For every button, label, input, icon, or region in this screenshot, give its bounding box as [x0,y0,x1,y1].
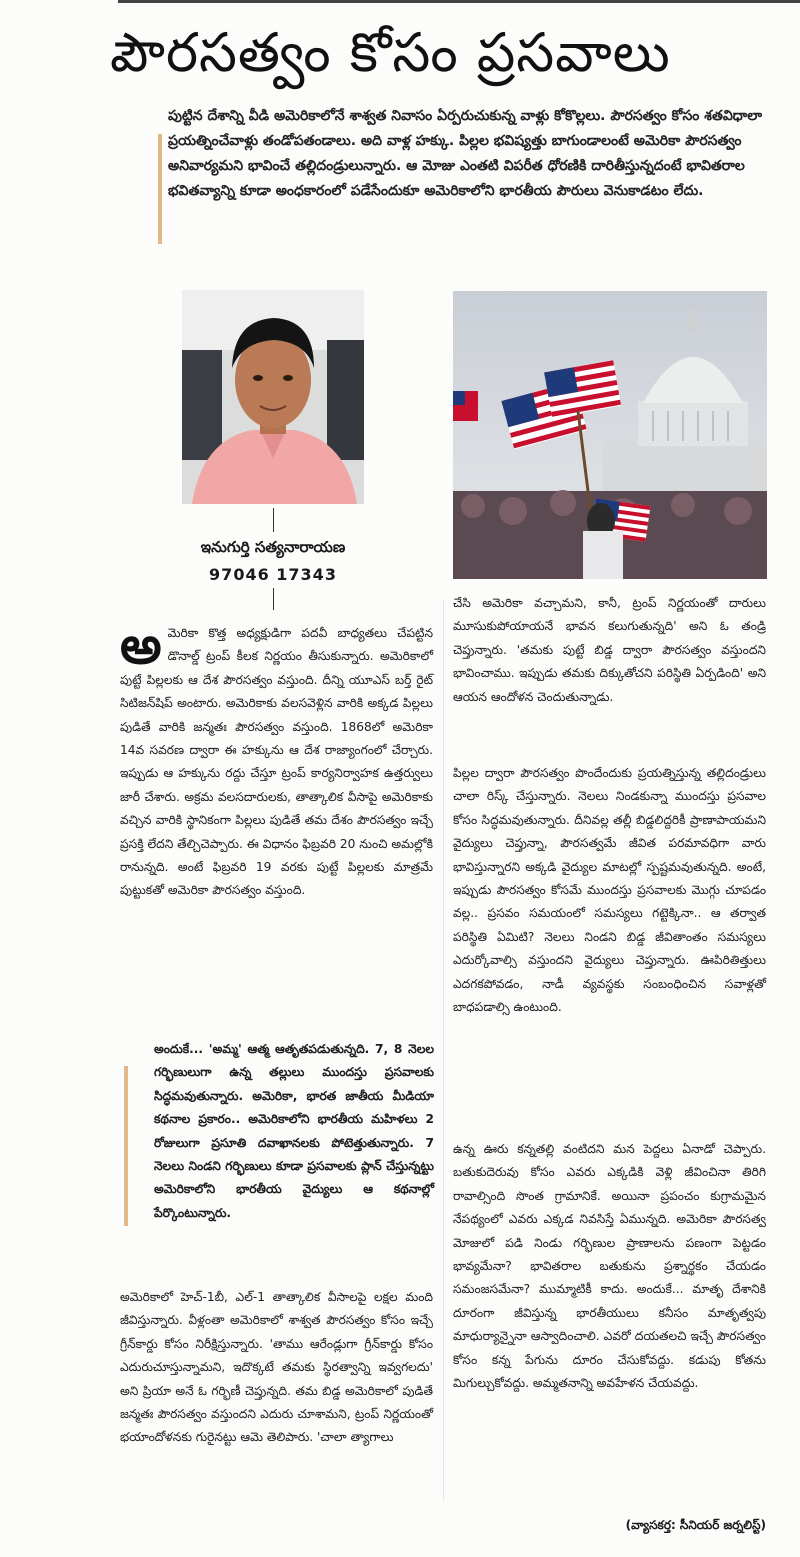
portrait-photo-icon [182,290,364,504]
highlight-accent-bar [124,1066,128,1226]
headline: పౌరసత్వం కోసం ప్రసవాలు [110,21,671,84]
column-2-paragraph-3: ఉన్న ఊరు కన్నతల్లి వంటిదని మన పెద్దలు ఏనాడో చెప్పారు. బతుకుదెరువు కోసం ఎవరు ఎక్కడికి వెళ్లి జీవించినా తిరిగి రావాల్సింది సొంత గ్రామానికే. అయినా ప్రపంచం కుగ్రామమైన నేపథ్యంలో ఎవరు ఎక్కడ నివసిస్తే ఏమున్నది. అమెరికా పౌరసత్వ మోజులో పడి నిండు గర్భిణుల ప్రాణాలను పణంగా పెట్టడం భావ్యమేనా? భావితరాల బతుకును ప్రశ్నార్థకం చేయడం సమంజసమేనా? ముమ్మాటికీ కాదు. అందుకే... మాతృ దేశానికి దూరంగా జీవిస్తున్న భారతీయులు కనీసం మాతృత్వపు మాధుర్యాన్నైనా ఆస్వాదించాలి. ఎవరో దయతలచి ఇచ్చే పౌరసత్వం కోసం కన్న పేగును దూరం చేసుకోవద్దు. కడుపు కోతను మిగుల్చుకోవద్దు. అమ్మతనాన్ని అవహేళన చేయవద్దు. [453,1142,766,1391]
top-rule [118,0,800,3]
capitol-flags-photo-icon [453,291,767,579]
author-name: ఇనుగుర్తి సత్యనారాయణ [200,538,346,556]
intro-paragraph: పుట్టిన దేశాన్ని వీడి అమెరికాలోనే శాశ్వత నివాసం ఏర్పరుచుకున్న వాళ్లు కోకొల్లలు. పౌరసత్వం కోసం శతవిధాలా ప్రయత్నించేవాళ్లు తండోపతండాలు. అది వాళ్ల హక్కు. పిల్లల భవిష్యత్తు బాగుండాలంటే అమెరికా పౌరసత్వం అనివార్యమని భావించే తల్లిదండ్రులున్నారు. ఆ మోజు ఎంతటి విపరీత ధోరణికి దారితీస్తున్నదంటే భావితరాల భవితవ్యాన్ని కూడా అంధకారంలో పడేసేందుకూ అమెరికాలోని భారతీయ పౌరులు వెనుకాడటం లేదు. [168,108,763,199]
capitol-flags-photo [453,291,767,579]
column-1-text-1: మెరికా కొత్త అధ్యక్షుడిగా పదవీ బాధ్యతలు చేపట్టిన డొనాల్డ్ ట్రంప్ కీలక నిర్ణయం తీసుకున్నారు. అమెరికాలో పుట్టే పిల్లలకు ఆ దేశ పౌరసత్వం వస్తుంది. దీన్ని యూఎస్ బర్త్ రైట్ సిటిజన్‌షిప్ అంటారు. అమెరికాకు వలసవెళ్లిన వారికి అక్కడ పిల్లలు పుడితే వారికి జన్మతః పౌరసత్వం వస్తుంది. 1868లో అమెరికా 14వ సవరణ ద్వారా ఈ హక్కును ఆ దేశ రాజ్యాంగంలో చేర్చారు. ఇప్పుడు ఆ హక్కును రద్దు చేస్తూ ట్రంప్ కార్యనిర్వాహక ఉత్తర్వులు జారీ చేశారు. అక్రమ వలసదారులకు, తాత్కాలిక వీసాపై అమెరికాకు వచ్చిన వారికి స్థానికంగా పిల్లలు పుడితే తమ దేశం పౌరసత్వం ఇచ్చే ప్రసక్తి లేదని తేల్చిచెప్పారు. ఈ విధానం ఫిబ్రవరి 20 నుంచి అమల్లోకి రానున్నది. అంటే ఫిబ్రవరి 19 వరకు పుట్టే పిల్లలకు మాత్రమే పుట్టుకతో అమెరికా పౌరసత్వం వస్తుంది. [120,626,433,898]
caption-rule-bottom [273,588,274,610]
caption-rule-top [273,508,274,532]
column-2-paragraph-2: పిల్లల ద్వారా పౌరసత్వం పొందేందుకు ప్రయత్నిస్తున్న తల్లిదండ్రులు చాలా రిస్క్ చేస్తున్నారు. నెలలు నిండకున్నా ముందస్తు ప్రసవాల కోసం సిద్ధమవుతున్నారు. దీనివల్ల తల్లీ బిడ్డలిద్దరికీ ప్రాణాపాయమని వైద్యులు చెప్తున్నా, పౌరసత్వమే జీవిత పరమావధిగా వారు భావిస్తున్నారని అక్కడి వైద్యుల మాటల్లో స్పష్టమవుతున్నది. అంటే, ఇప్పుడు పౌరసత్వం కోసమే ముందస్తు ప్రసవాలకు మొగ్గు చూపడం వల్ల.. ప్రసవం సమయంలో సమస్యలు గట్టెక్కినా.. ఆ తర్వాత పరిస్థితి ఏమిటి? నెలలు నిండని బిడ్డ జీవితాంతం సమస్యలు ఎదుర్కోవాల్సి వస్తుందని వైద్యులు చెప్తున్నారు. ఊపిరితిత్తులు ఎదగకపోవడం, నాడీ వ్యవస్థకు సంబంధించిన సవాళ్లతో బాధపడాల్సి ఉంటుంది. [453,766,766,1015]
drop-cap: అ [120,616,162,676]
column-1-paragraph-2: అమెరికాలో హెచ్-1బీ, ఎల్-1 తాత్కాలిక వీసాలపై లక్షల మంది జీవిస్తున్నారు. వీళ్లంతా అమెరికాలో శాశ్వత పౌరసత్వం కోసం ఇచ్చే గ్రీన్‌కార్డు కోసం నిరీక్షిస్తున్నారు. 'తాము ఆరేండ్లుగా గ్రీన్‌కార్డు కోసం ఎదురుచూస్తున్నామని, ఇదొక్కటే తమకు స్థిరత్వాన్ని ఇవ్వగలదు' అని ప్రియా అనే ఓ గర్భిణీ చెప్తున్నది. తమ బిడ్డ అమెరికాలో పుడితే జన్మతః పౌరసత్వం వస్తుందని ఎదురు చూశామని, ట్రంప్ నిర్ణయంతో భయాందోళనకు గురైనట్టు ఆమె తెలిపారు. 'చాలా త్యాగాలు [120,1290,433,1445]
author-phone: 97046 17343 [209,565,337,584]
intro-accent-bar [158,134,162,244]
byline-signature: (వ్యాసకర్త: సీనియర్ జర్నలిస్ట్) [625,1518,766,1532]
column-divider [443,600,444,1500]
column-2-paragraph-1: చేసి అమెరికా వచ్చామని, కానీ, ట్రంప్ నిర్ణయంతో దారులు మూసుకుపోయాయనే భావన కలుగుతున్నది' అని ఓ తండ్రి చెప్తున్నారు. 'తమకు పుట్టే బిడ్డ ద్వారా పౌరసత్వం వస్తుందని భావించాము. ఇప్పుడు తమకు దిక్కుతోచని పరిస్థితి ఏర్పడింది' అని ఆయన ఆందోళన చెందుతున్నాడు. [453,596,766,704]
column-1-paragraph-1 [120,616,433,903]
author-photo [182,290,364,504]
column-1-highlight: అందుకే... 'అమ్మ' ఆత్మ ఆతృతపడుతున్నది. 7, 8 నెలల గర్భిణులుగా ఉన్న తల్లులు ముందస్తు ప్రసవాలకు సిద్ధమవుతున్నారు. అమెరికా, భారత జాతీయ మీడియా కథనాల ప్రకారం.. అమెరికాలోని భారతీయ మహిళలు 2 రోజులుగా ప్రసూతి దవాఖానలకు పోటెత్తుతున్నారు. 7 నెలలు నిండని గర్భిణులు కూడా ప్రసవాలకు ప్లాన్ చేస్తున్నట్టు అమెరికాలోని భారతీయ వైద్యులు ఆ కథనాల్లో పేర్కొంటున్నారు. [154,1042,434,1220]
